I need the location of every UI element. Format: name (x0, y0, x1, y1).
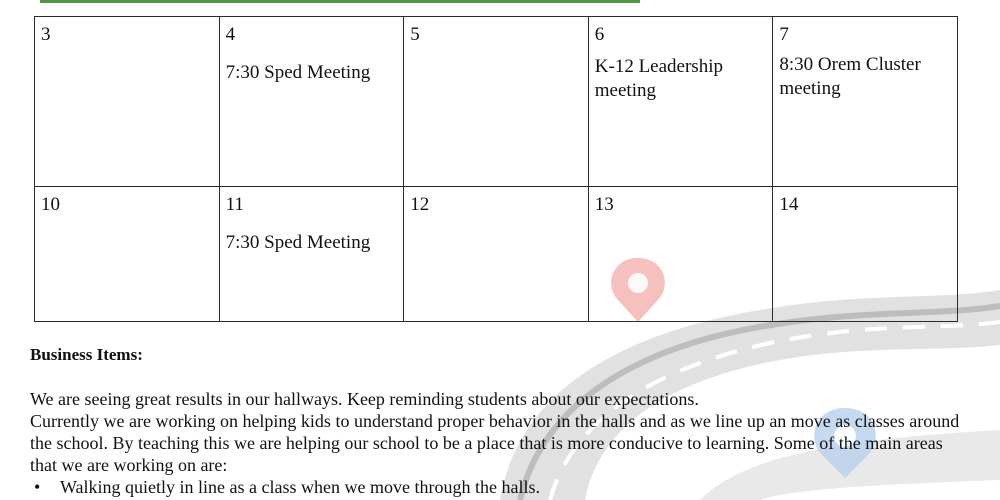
calendar-day-cell (35, 17, 220, 187)
business-paragraph: We are seeing great results in our hallways. Keep reminding students about our expectations. (30, 389, 699, 409)
business-bullet-list (30, 476, 970, 498)
day-number: 3 (41, 24, 51, 45)
business-section (30, 344, 970, 498)
day-number: 12 (410, 194, 430, 216)
calendar-day-cell (773, 187, 958, 322)
calendar-week-row (35, 17, 958, 187)
day-number: 7 (779, 24, 789, 45)
calendar-day-cell (773, 17, 958, 187)
header-strip (0, 0, 1000, 8)
calendar-day-cell (404, 17, 589, 187)
calendar-day-cell (588, 17, 773, 187)
calendar-table (34, 16, 958, 322)
calendar-day-cell (588, 187, 773, 322)
business-paragraph: Currently we are working on helping kids to understand proper behavior in the halls and as we line up an move as classes around the school. By teaching this we are helping our school to be a place that is more conducive to learning. Some of the main areas that we are working on are: (30, 411, 960, 475)
calendar-day-cell (219, 17, 404, 187)
calendar-day-cell (219, 187, 404, 322)
day-number: 14 (779, 194, 799, 216)
calendar-day-cell (404, 187, 589, 322)
day-number: 10 (41, 194, 60, 216)
day-number: 4 (225, 24, 236, 45)
business-heading: Business Items: (30, 345, 143, 364)
day-event: K-12 Leadership meeting (594, 56, 723, 101)
calendar-day-cell (35, 187, 220, 322)
day-number: 5 (410, 24, 420, 45)
day-number: 6 (594, 24, 605, 45)
list-item: • Walking quietly in line as a class when we move through the halls. (30, 476, 970, 498)
day-event: 7:30 Sped Meeting (225, 62, 371, 83)
day-number: 11 (225, 194, 244, 216)
day-event: 7:30 Sped Meeting (225, 232, 371, 254)
calendar-week-row (35, 187, 958, 322)
day-number: 13 (594, 194, 614, 216)
day-event: 8:30 Orem Cluster meeting (779, 54, 921, 99)
